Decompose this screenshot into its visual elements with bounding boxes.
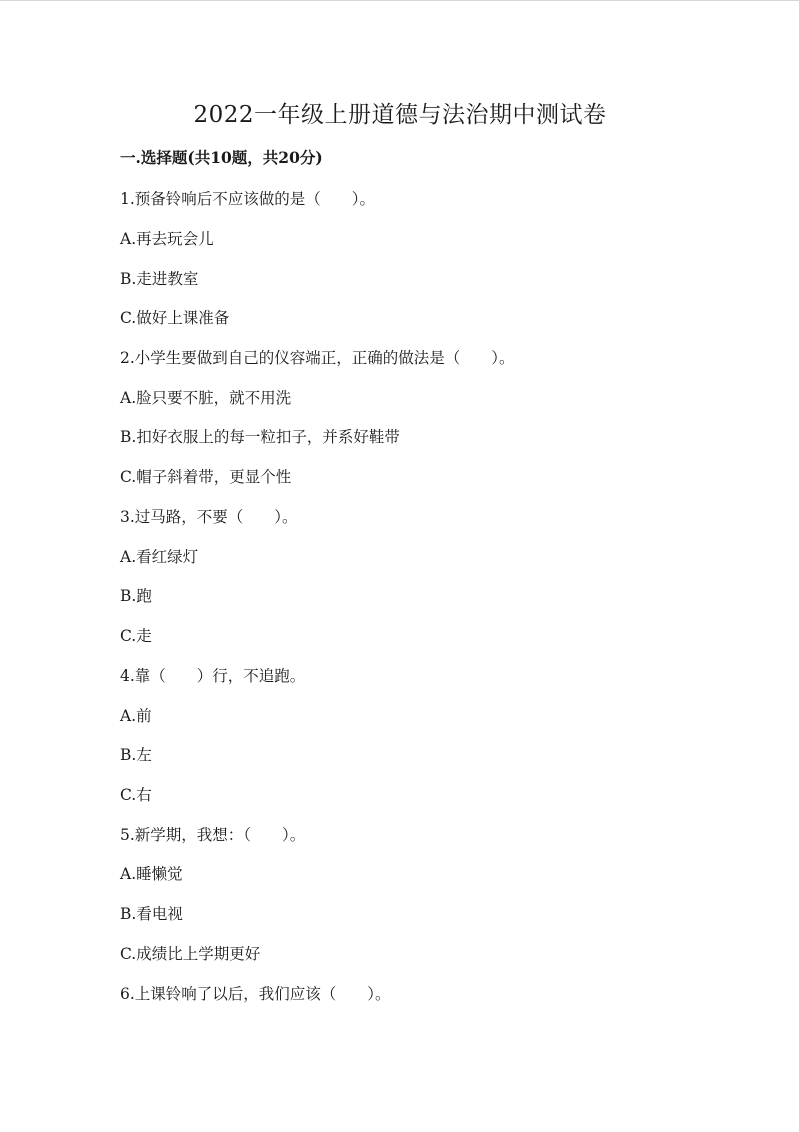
question-option: C.成绩比上学期更好 <box>120 945 261 963</box>
question-stem: 5.新学期，我想：（ ）。 <box>120 826 306 844</box>
question-option: B.扣好衣服上的每一粒扣子，并系好鞋带 <box>120 428 400 446</box>
question-option: C.走 <box>120 627 152 645</box>
question-option: C.做好上课准备 <box>120 309 230 327</box>
page-title: 2022一年级上册道德与法治期中测试卷 <box>193 102 607 128</box>
question-stem: 2.小学生要做到自己的仪容端正，正确的做法是（ ）。 <box>120 349 515 367</box>
section-heading: 一.选择题(共10题，共20分) <box>120 148 323 167</box>
question-option: B.左 <box>120 746 152 764</box>
question-option: B.走进教室 <box>120 270 199 288</box>
question-stem: 6.上课铃响了以后，我们应该（ ）。 <box>120 985 391 1003</box>
question-stem: 3.过马路，不要（ ）。 <box>120 508 298 526</box>
question-option: A.脸只要不脏，就不用洗 <box>120 389 292 407</box>
question-option: A.再去玩会儿 <box>120 230 214 248</box>
question-option: C.帽子斜着带，更显个性 <box>120 468 292 486</box>
question-option: C.右 <box>120 786 152 804</box>
question-option: A.睡懒觉 <box>120 865 183 883</box>
question-option: B.看电视 <box>120 905 183 923</box>
question-stem: 1.预备铃响后不应该做的是（ ）。 <box>120 190 376 208</box>
question-option: B.跑 <box>120 587 152 605</box>
question-stem: 4.靠（ ）行，不追跑。 <box>120 667 306 685</box>
page-border-top <box>0 0 800 1</box>
question-option: A.看红绿灯 <box>120 548 199 566</box>
question-option: A.前 <box>120 707 152 725</box>
